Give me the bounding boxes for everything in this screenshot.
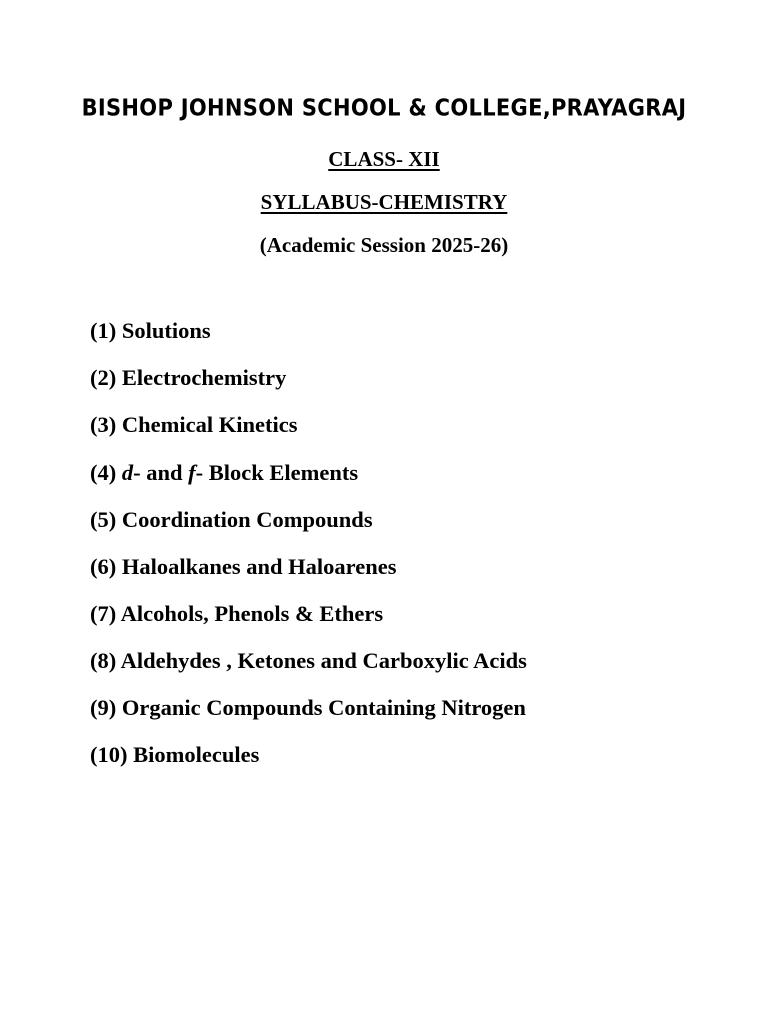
item-text: Electrochemistry	[121, 365, 287, 390]
list-item	[90, 695, 526, 721]
item-text-rest: - Block Elements	[195, 460, 359, 485]
list-item	[90, 460, 358, 486]
session-label: (Academic Session 2025-26)	[259, 233, 509, 257]
item-text: Aldehydes , Ketones and Carboxylic Acids	[120, 648, 527, 673]
item-text: Organic Compounds Containing Nitrogen	[121, 695, 526, 720]
item-number: (4)	[90, 460, 117, 485]
item-number: (2)	[90, 365, 117, 390]
list-item	[90, 365, 286, 391]
d-letter: d	[121, 460, 134, 485]
item-number: (9)	[90, 695, 117, 720]
item-text: Chemical Kinetics	[121, 412, 298, 437]
item-number: (3)	[90, 412, 117, 437]
subject-label: SYLLABUS-CHEMISTRY	[260, 190, 508, 214]
item-number: (6)	[90, 554, 117, 579]
list-item	[90, 507, 373, 533]
item-number: (1)	[90, 318, 117, 343]
class-label: CLASS- XII	[328, 147, 440, 171]
item-text: Coordination Compounds	[121, 507, 373, 532]
list-item	[90, 601, 383, 627]
f-letter: f	[188, 460, 196, 485]
item-text: Haloalkanes and Haloarenes	[121, 554, 397, 579]
item-number: (8)	[90, 648, 117, 673]
item-text: Alcohols, Phenols & Ethers	[120, 601, 384, 626]
school-name: BISHOP JOHNSON SCHOOL & COLLEGE,PRAYAGRAJ	[81, 94, 687, 121]
list-item	[90, 318, 211, 344]
list-item	[90, 412, 297, 438]
item-text: Solutions	[121, 318, 211, 343]
list-item	[90, 554, 397, 580]
list-item	[90, 742, 259, 768]
item-text-mid: - and	[133, 460, 189, 485]
list-item	[90, 648, 527, 674]
item-number: (5)	[90, 507, 117, 532]
item-number: (7)	[90, 601, 117, 626]
item-text: Biomolecules	[133, 742, 260, 767]
item-number: (10)	[90, 742, 128, 767]
